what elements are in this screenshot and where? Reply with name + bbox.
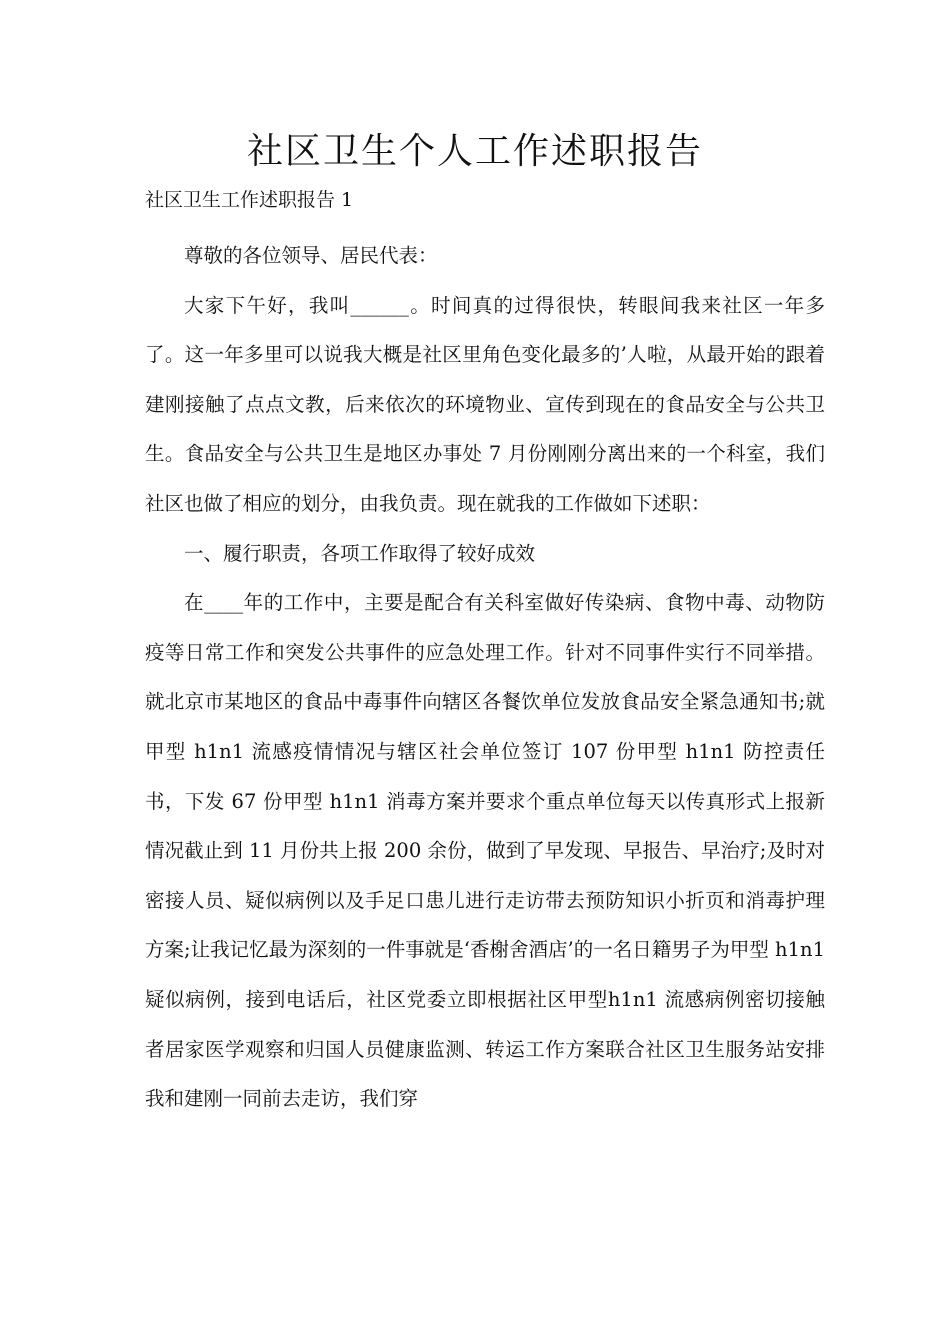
- paragraph-work-details: 在____年的工作中，主要是配合有关科室做好传染病、食物中毒、动物防疫等日常工作和突发公共事件的应急处理工作。针对不同事件实行不同举措。就北京市某地区的食品中毒事件向辖区各餐饮单位发放食品安全紧急通知书;就甲型 h1n1 流感疫情情况与辖区社会单位签订 107 份甲型 h1n1 防控责任书，下发 67 份甲型 h1n1 消毒方案并要求个重点单位每天以传真形式上报新情况截止到 11 月份共上报 200 余份，做到了早发现、早报告、早治疗;及时对密接人员、疑似病例以及手足口患儿进行走访带去预防知识小折页和消毒护理方案;让我记忆最为深刻的一件事就是‘香榭舍酒店’的一名日籍男子为甲型 h1n1 疑似病例，接到电话后，社区党委立即根据社区甲型h1n1 流感病例密切接触者居家医学观察和归国人员健康监测、转运工作方案联合社区卫生服务站安排我和建刚一同前去走访，我们穿: [145, 591, 825, 1111]
- paragraph-salutation: 尊敬的各位领导、居民代表：: [184, 244, 438, 267]
- section-heading: 一、履行职责，各项工作取得了较好成效: [184, 541, 536, 565]
- document-title: 社区卫生个人工作述职报告: [246, 131, 703, 172]
- document-body: [145, 231, 825, 1124]
- paragraph-introduction: 大家下午好，我叫______。时间真的过得很快，转眼间我来社区一年多了。这一年多里可以说我大概是社区里角色变化最多的’人啦，从最开始的跟着建刚接触了点点文教，后来依次的环境物业、宣传到现在的食品安全与公共卫生。食品安全与公共卫生是地区办事处 7 月份刚刚分离出来的一个科室，我们社区也做了相应的划分，由我负责。现在就我的工作做如下述职：: [145, 293, 825, 515]
- document-subtitle: 社区卫生工作述职报告 1: [145, 189, 354, 211]
